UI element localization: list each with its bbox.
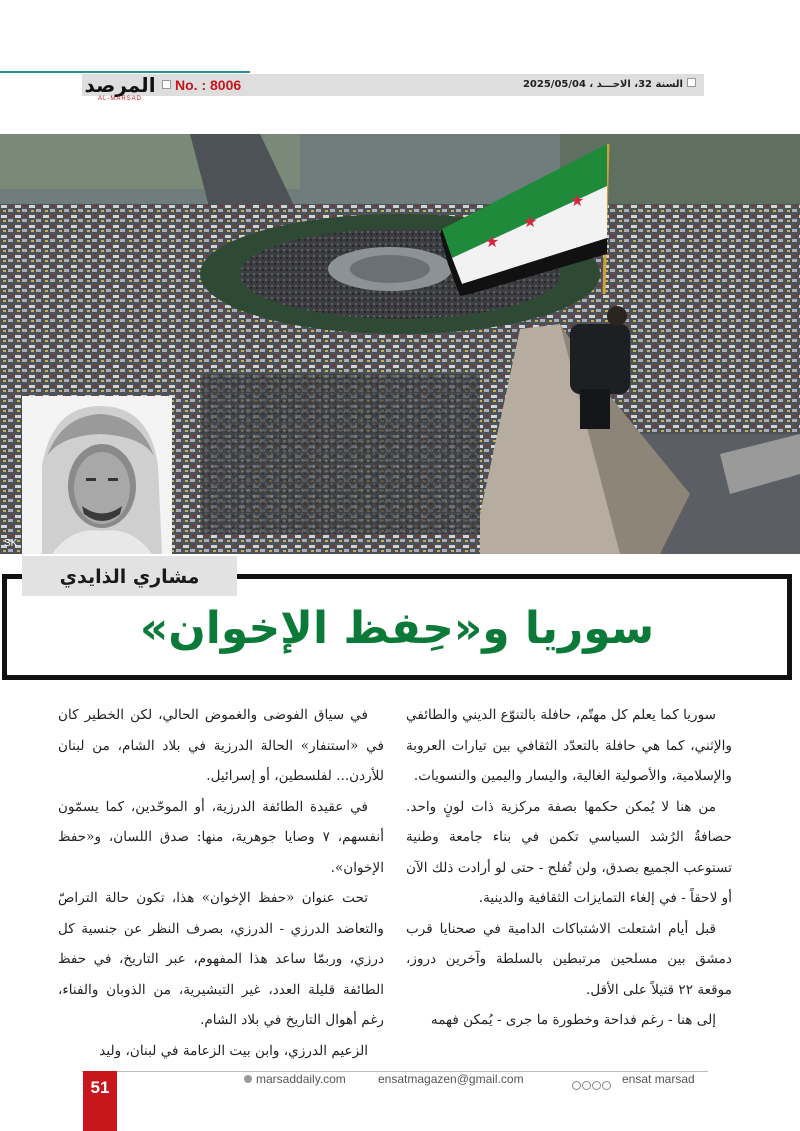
article-title: سوريا و«حِفظ الإخوان»	[139, 603, 655, 654]
square-bullet-icon	[162, 80, 171, 89]
globe-icon	[244, 1075, 252, 1083]
svg-text:★: ★	[570, 191, 585, 210]
paragraph: الزعيم الدرزي، وابن بيت الزعامة في لبنان، وليد	[99, 1042, 368, 1059]
dateline-text: السنة 32، الاحـــد ، 2025/05/04	[522, 79, 683, 90]
author-portrait-illustration	[22, 396, 172, 554]
svg-text:★: ★	[485, 232, 500, 251]
paragraph: قبل أيام اشتعلت الاشتباكات الدامية في صحنايا قرب دمشق بين مسلحين مرتبطين بالسلطة وآخرين دروز، موقعة ٢٢ قتيلاً على الأقل.	[406, 920, 732, 998]
square-bullet-icon	[687, 78, 696, 87]
issue-number	[162, 77, 241, 93]
social-icons	[572, 1075, 612, 1094]
dateline	[523, 78, 696, 92]
article-column-right	[406, 700, 732, 1036]
paragraph: تحت عنوان «حفظ الإخوان» هذا، تكون حالة التراصّ والتعاضد الدرزي - الدرزي، بصرف النظر عن جنسية كل درزي، وربمّا ساعد هذا المفهوم، عبر التاريخ، في حفظ الطائفة قليلة العدد، غير التبشيرية، من الذوبان والفناء، رغم أهوال التاريخ في بلاد الشام.	[58, 890, 384, 1028]
paragraph: في عقيدة الطائفة الدرزية، أو الموحّدين، كما يسمّون أنفسهم، ٧ وصايا جوهرية، منها: صدق اللسان، و«حفظ الإخوان».	[58, 798, 384, 876]
author-name: مشاري الذايدي	[22, 556, 237, 596]
logo-subtext: AL-MARSAD	[97, 96, 142, 102]
youtube-icon[interactable]	[602, 1081, 611, 1090]
magazine-logo[interactable]	[83, 74, 157, 104]
instagram-icon[interactable]	[592, 1081, 601, 1090]
logo-text: المرصد	[84, 73, 156, 97]
page-number: 51	[83, 1071, 117, 1131]
footer-social-name: ensat marsad	[622, 1072, 695, 1086]
article-column-left	[58, 700, 384, 1066]
facebook-icon[interactable]	[572, 1081, 581, 1090]
footer-email[interactable]: ensatmagazen@gmail.com	[378, 1072, 524, 1086]
footer-website[interactable]	[244, 1072, 346, 1086]
website-text: marsaddaily.com	[256, 1072, 346, 1086]
svg-text:★: ★	[523, 212, 538, 231]
twitter-icon[interactable]	[582, 1081, 591, 1090]
paragraph: من هنا لا يُمكن حكمها بصفة مركزية ذات لونٍ واحد. حصافةُ الرُشد السياسي تكمن في بناء جامعة وطنية تستوعب الجميع بصدق، ولن تُفلح - حتى لو أرادت ذلك الآن أو لاحقاً - في إلغاء التمايزات الثقافية والدينية.	[406, 798, 732, 906]
author-portrait	[22, 396, 172, 554]
photo-credit: SK	[4, 538, 18, 549]
paragraph: إلى هنا - رغم فداحة وخطورة ما جرى - يُمكن فهمه	[430, 1012, 716, 1028]
paragraph: سوريا كما يعلم كل مهتّم، حافلة بالتنوّع الديني والطائفي والإثني، كما هي حافلة بالتعدّد الثقافي بين تيارات العروبة والإسلامية، والأصولية الغالية، واليسار واليمين والنسويات.	[406, 707, 732, 784]
issue-text: No. : 8006	[175, 77, 242, 93]
paragraph: في سياق الفوضى والغموض الحالي، لكن الخطير كان في «استنفار» الحالة الدرزية في بلاد الشام، من لبنان للأردن... لفلسطين، أو إسرائيل.	[58, 707, 384, 784]
